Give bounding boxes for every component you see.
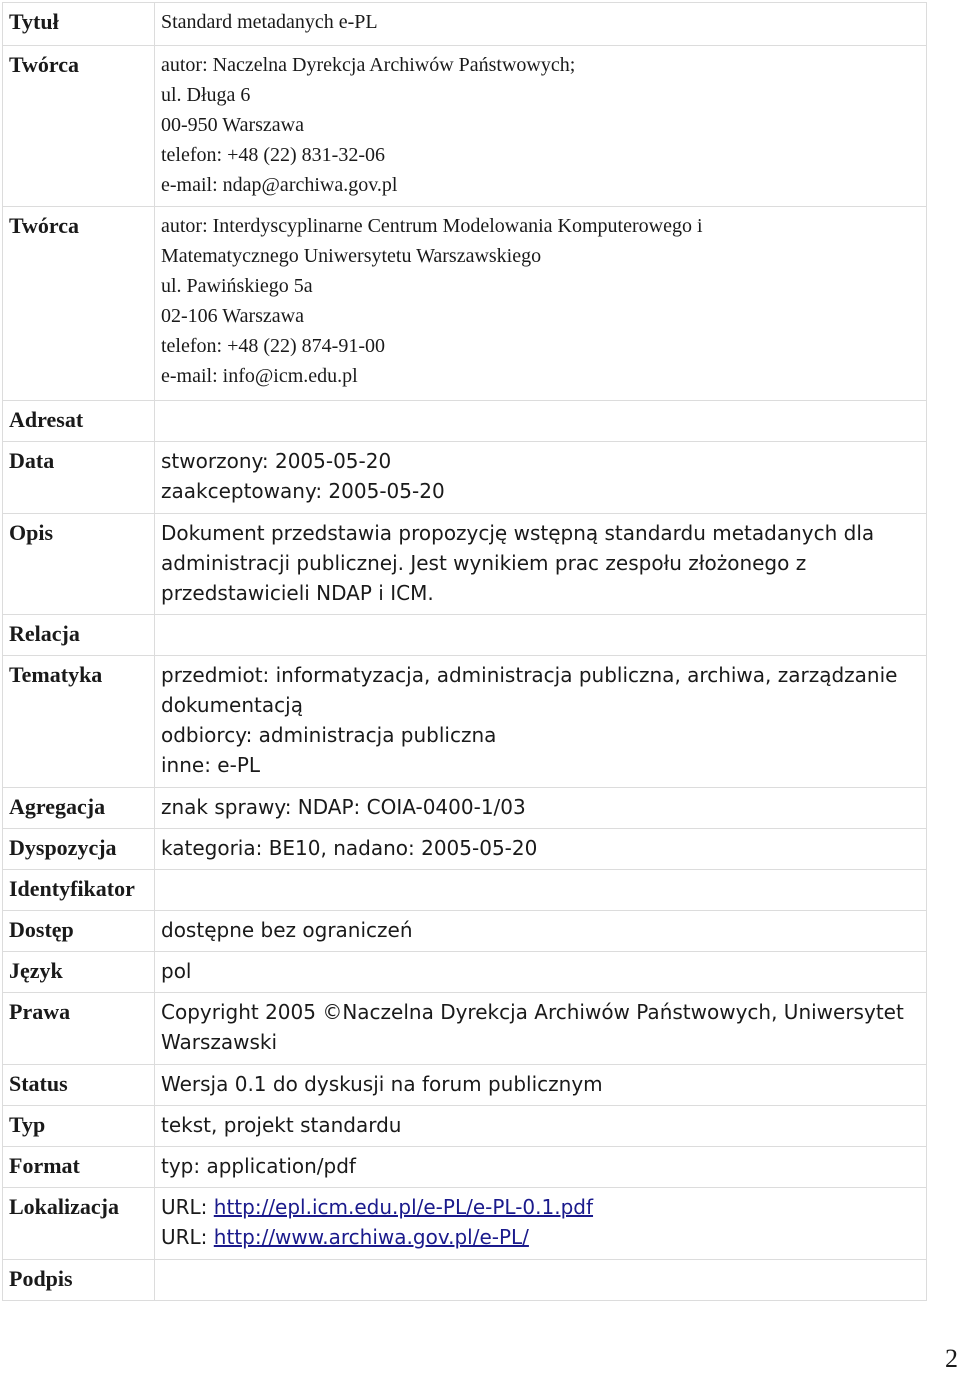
row-value (155, 514, 927, 615)
row-label: Dyspozycja (3, 829, 155, 870)
row-label: Tytuł (3, 3, 155, 46)
row-value (155, 788, 927, 829)
value-line: e-mail: ndap@archiwa.gov.pl (161, 174, 398, 196)
value-line: Matematycznego Uniwersytetu Warszawskiego (161, 245, 542, 267)
row-value (155, 46, 927, 207)
value-line: telefon: +48 (22) 831-32-06 (161, 144, 386, 166)
row-label: Agregacja (3, 788, 155, 829)
page-number: 2 (945, 1344, 958, 1373)
metadata-table (2, 2, 927, 1301)
row-value (155, 1106, 927, 1147)
value-line: zaakceptowany: 2005-05-20 (161, 479, 445, 503)
value-line: znak sprawy: NDAP: COIA-0400-1/03 (161, 795, 526, 819)
row-value (155, 207, 927, 401)
value-line: 02-106 Warszawa (161, 305, 304, 327)
description-text: Dokument przedstawia propozycję wstępną standardu metadanych dla administracji publicznej. Jest wynikiem prac zespołu złożonego z przedstawicieli NDAP i ICM. (161, 521, 875, 605)
row-adresat (3, 401, 927, 442)
value-line: odbiorcy: administracja publiczna (161, 723, 497, 747)
row-label: Twórca (3, 207, 155, 401)
row-label: Format (3, 1147, 155, 1188)
value-line: stworzony: 2005-05-20 (161, 449, 392, 473)
row-data (3, 442, 927, 514)
value-line: 00-950 Warszawa (161, 114, 304, 136)
value-line: pol (161, 959, 192, 983)
value-line: inne: e-PL (161, 753, 261, 777)
row-opis (3, 514, 927, 615)
row-label: Język (3, 952, 155, 993)
row-label: Twórca (3, 46, 155, 207)
row-value (155, 952, 927, 993)
row-label: Tematyka (3, 656, 155, 788)
row-value (155, 1260, 927, 1301)
row-label: Typ (3, 1106, 155, 1147)
value-line: autor: Naczelna Dyrekcja Archiwów Państwowych; (161, 54, 576, 76)
row-value (155, 1147, 927, 1188)
row-label: Dostęp (3, 911, 155, 952)
value-line: kategoria: BE10, nadano: 2005-05-20 (161, 836, 538, 860)
row-dostep (3, 911, 927, 952)
value-line: dostępne bez ograniczeń (161, 918, 413, 942)
row-jezyk (3, 952, 927, 993)
row-tworca-2 (3, 207, 927, 401)
url-line (161, 1222, 920, 1252)
row-label: Identyfikator (3, 870, 155, 911)
row-tematyka (3, 656, 927, 788)
row-prawa (3, 993, 927, 1065)
url-link[interactable]: http://epl.icm.edu.pl/e-PL/e-PL-0.1.pdf (213, 1195, 594, 1219)
value-line: telefon: +48 (22) 874-91-00 (161, 335, 386, 357)
row-value (155, 3, 927, 46)
value-line: autor: Interdyscyplinarne Centrum Modelowania Komputerowego i (161, 215, 703, 237)
row-value (155, 442, 927, 514)
value-line: ul. Pawińskiego 5a (161, 275, 313, 297)
row-value (155, 993, 927, 1065)
url-prefix: URL: (161, 1225, 214, 1249)
row-typ (3, 1106, 927, 1147)
row-value (155, 1065, 927, 1106)
row-label: Lokalizacja (3, 1188, 155, 1260)
row-agregacja (3, 788, 927, 829)
row-value (155, 656, 927, 788)
row-label: Relacja (3, 615, 155, 656)
row-status (3, 1065, 927, 1106)
url-prefix: URL: (161, 1195, 214, 1219)
row-value (155, 615, 927, 656)
row-label: Opis (3, 514, 155, 615)
row-label: Data (3, 442, 155, 514)
value-line: Copyright 2005 ©Naczelna Dyrekcja Archiwów Państwowych, Uniwersytet (161, 1000, 904, 1024)
value-line: typ: application/pdf (161, 1154, 356, 1178)
row-format (3, 1147, 927, 1188)
value-line: dokumentacją (161, 693, 303, 717)
row-value (155, 1188, 927, 1260)
row-value (155, 911, 927, 952)
value-line: przedmiot: informatyzacja, administracja publiczna, archiwa, zarządzanie (161, 663, 898, 687)
row-value (155, 829, 927, 870)
row-value (155, 401, 927, 442)
url-line (161, 1192, 920, 1222)
row-tworca-1 (3, 46, 927, 207)
url-link[interactable]: http://www.archiwa.gov.pl/e-PL/ (213, 1225, 529, 1249)
value-line: Warszawski (161, 1030, 278, 1054)
row-relacja (3, 615, 927, 656)
row-label: Prawa (3, 993, 155, 1065)
row-lokalizacja (3, 1188, 927, 1260)
value-line: Standard metadanych e-PL (161, 11, 378, 33)
row-label: Adresat (3, 401, 155, 442)
row-label: Status (3, 1065, 155, 1106)
row-podpis (3, 1260, 927, 1301)
row-label: Podpis (3, 1260, 155, 1301)
row-value (155, 870, 927, 911)
value-line: ul. Długa 6 (161, 84, 251, 106)
value-line: e-mail: info@icm.edu.pl (161, 365, 358, 387)
value-line: Wersja 0.1 do dyskusji na forum publicznym (161, 1072, 603, 1096)
row-identyfikator (3, 870, 927, 911)
value-line: tekst, projekt standardu (161, 1113, 402, 1137)
row-dyspozycja (3, 829, 927, 870)
row-tytul (3, 3, 927, 46)
